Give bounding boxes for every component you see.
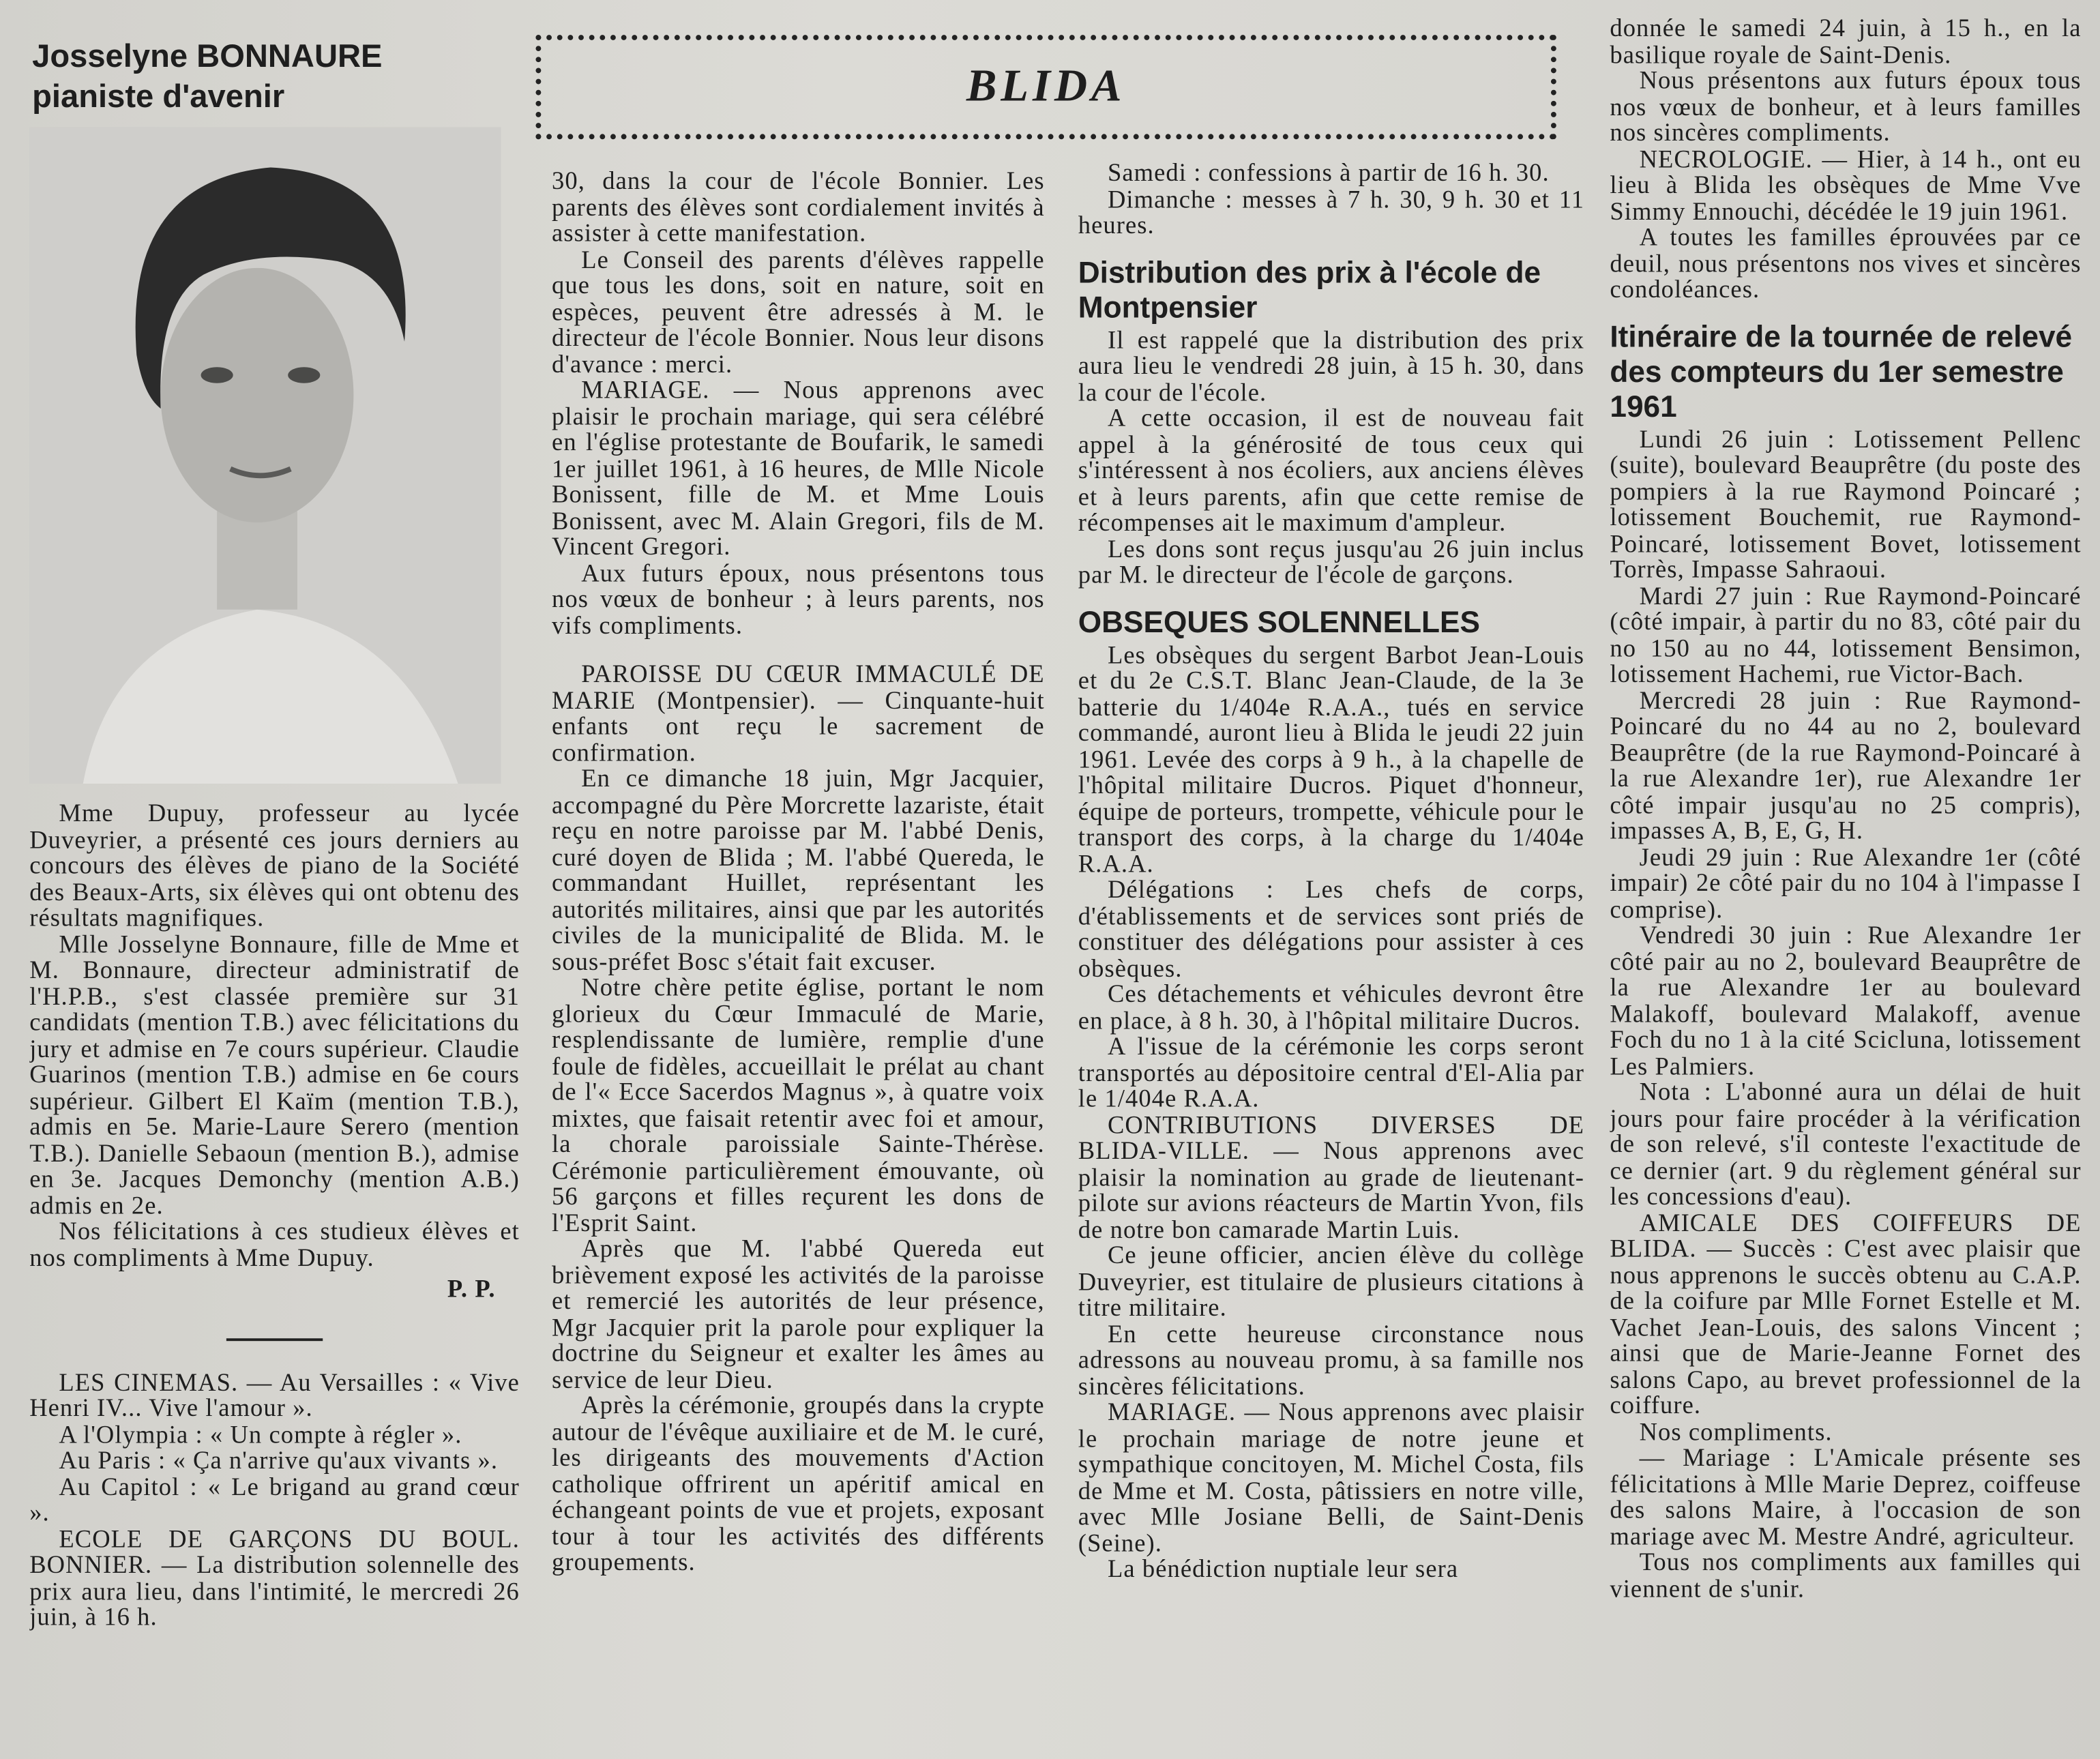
paragraph: MARIAGE. — Nous apprenons avec plaisir le prochain mariage de notre jeune et sympathique concitoyen, M. Michel Costa, fils de Mme et M. Costa, pâtissiers en notre ville, avec Mlle Josiane Belli, de Saint-Denis (Seine). <box>1078 1398 1585 1558</box>
paragraph: A l'issue de la cérémonie les corps seront transportés au dépositoire central d'El-Alia par le 1/404e R.A.A. <box>1078 1033 1585 1114</box>
paragraph: Lundi 26 juin : Lotissement Pellenc (suite), boulevard Beauprêtre (du poste des pompiers à la rue Raymond Poincaré ; lotissement Bouchemit, rue Raymond-Poincaré, lotissement Bovet, lotissement Torrès, Impasse Sahraoui. <box>1610 425 2082 585</box>
paragraph: LES CINEMAS. — Au Versailles : « Vive Henri IV... Vive l'amour ». <box>29 1368 520 1423</box>
paragraph: MARIAGE. — Nous apprenons avec plaisir le prochain mariage, qui sera célébré en l'église protestante de Boufarik, le samedi 1er juillet 1961, à 16 heures, de Mlle Nicole Bonissent, fille de M. et Mme Louis Bonissent, avec M. Alain Gregori, fils de M. Vincent Gregori. <box>552 376 1045 561</box>
paragraph: Samedi : confessions à partir de 16 h. 30. <box>1107 160 1550 188</box>
headline-subtitle: pianiste d'avenir <box>32 78 285 115</box>
section-banner <box>535 35 1556 139</box>
paragraph: A toutes les familles éprouvées par ce deuil, nous présentons nos vives et sincères condoléances. <box>1610 224 2082 304</box>
paragraph: Le Conseil des parents d'élèves rappelle que tous les dons, soit en nature, soit en espèces, peuvent être adressés à M. le directeur de l'école Bonnier. Nous leur disons d'avance : merci. <box>552 246 1045 379</box>
paragraph: Nos compliments. <box>1639 1418 1833 1447</box>
paragraph: Jeudi 29 juin : Rue Alexandre 1er (côté impair) 2e côté pair du no 104 à l'impasse I comprise). <box>1610 843 2082 924</box>
paragraph: Tous nos compliments aux familles qui viennent de s'unir. <box>1610 1548 2082 1603</box>
paragraph: Délégations : Les chefs de corps, d'établissements et de services sont priés de constituer des délégations pour assister à ces obsèques. <box>1078 876 1585 983</box>
paragraph: CONTRIBUTIONS DIVERSES DE BLIDA-VILLE. — Nous apprenons avec plaisir la nomination au grade de lieutenant-pilote sur avions réacteurs de Martin Yvon, fils de notre bon camarade Martin Luis. <box>1078 1111 1585 1244</box>
portrait-image <box>29 128 501 784</box>
paragraph: Mlle Josselyne Bonnaure, fille de Mme et M. Bonnaure, directeur administratif de l'H.P.B., s'est classée première sur 31 candidats (mention T.B.) avec félicitations du jury et admise en 7e cours supérieur. Claudie Guarinos (mention T.B.) admise en 6e cours supérieur. Gilbert El Kaïm (mention T.B.), admis en 5e. Marie-Laure Serero (mention T.B.). Danielle Sebaoun (mention B.), admise en 3e. Jacques Demonchy (mention A.B.) admis en 2e. <box>29 930 520 1220</box>
paragraph: A cette occasion, il est de nouveau fait appel à la générosité de tous ceux qui s'intéressent à nos écoliers, aux anciens élèves et à leurs parents, afin que cette remise de récompenses ait le maximum d'ampleur. <box>1078 404 1585 537</box>
paragraph: Nous présentons aux futurs époux tous nos vœux de bonheur, et à leurs familles nos sincères compliments. <box>1610 67 2082 148</box>
paragraph: La bénédiction nuptiale leur sera <box>1107 1555 1459 1584</box>
column-4 <box>1610 16 2081 1731</box>
column-2 <box>552 168 1045 1689</box>
paragraph: Notre chère petite église, portant le nom glorieux du Cœur Immaculé de Marie, resplendissante de lumière, remplie d'une foule de fidèles, accueillait le prélat au chant de l'« Ecce Sacerdos Magnus », à quatre voix mixtes, que faisait retentir avec foi et amour, la chorale paroissiale Sainte-Thérèse. Cérémonie particulièrement émouvante, où 56 garçons et filles reçurent les dons de l'Esprit Saint. <box>552 973 1045 1237</box>
paragraph: 30, dans la cour de l'école Bonnier. Les parents des élèves sont cordialement invités à assister à cette manifestation. <box>552 168 1045 248</box>
paragraph: En ce dimanche 18 juin, Mgr Jacquier, accompagné du Père Morcrette lazariste, était reçu en notre paroisse par M. l'abbé Denis, curé doyen de Blida ; M. l'abbé Quereda, le commandant Huillet, représentant les autorités militaires, ainsi que par les autorités civiles de la municipalité de Blida. M. le sous-préfet Bosc s'était fait excuser. <box>552 765 1045 976</box>
paragraph: Mercredi 28 juin : Rue Raymond-Poincaré du no 44 au no 2, boulevard Beauprêtre (de la rue Raymond-Poincaré à la rue Alexandre 1er), rue Alexandre 1er côté impair jusqu'au no 25 compris), impasses A, B, E, G, H. <box>1610 686 2082 846</box>
headline-name: Josselyne BONNAURE <box>32 38 383 75</box>
article-heading: Distribution des prix à l'école de Montpensier <box>1078 255 1541 324</box>
paragraph: Au Capitol : « Le brigand au grand cœur ». <box>29 1473 520 1528</box>
paragraph: Les obsèques du sergent Barbot Jean-Louis et du 2e C.S.T. Blanc Jean-Claude, de la 3e batterie du 1/404e R.A.A., tués en service commandé, auront lieu à Blida le jeudi 22 juin 1961. Levée des corps à 9 h., à la chapelle de l'hôpital militaire Ducros. Piquet d'honneur, équipe de porteurs, trompette, véhicule pour le transport des corps, à la charge du 1/404e R.A.A. <box>1078 640 1585 878</box>
paragraph: En cette heureuse circonstance nous adressons au nouveau promu, à sa famille nos sincères félicitations. <box>1078 1320 1585 1401</box>
paragraph: ECOLE DE GARÇONS DU BOUL. BONNIER. — La distribution solennelle des prix aura lieu, dans l'intimité, le mercredi 26 juin, à 16 h. <box>29 1525 520 1632</box>
paragraph: NECROLOGIE. — Hier, à 14 h., ont eu lieu à Blida les obsèques de Mme Vve Simmy Ennouchi, décédée le 19 juin 1961. <box>1610 145 2082 226</box>
author-signature: P. P. <box>447 1275 496 1304</box>
column-1 <box>29 801 520 1699</box>
divider <box>226 1337 323 1340</box>
article-heading: OBSEQUES SOLENNELLES <box>1078 604 1481 638</box>
paragraph: Après que M. l'abbé Quereda eut brièvement exposé les activités de la paroisse et remercié les autorités de leur présence, Mgr Jacquier prit la parole pour expliquer la doctrine du Seigneur et exalter les âmes au service de leur Dieu. <box>552 1235 1045 1394</box>
paragraph: Nos félicitations à ces studieux élèves et nos compliments à Mme Dupuy. <box>29 1217 520 1273</box>
paragraph: Après la cérémonie, groupés dans la crypte autour de l'évêque auxiliaire et de M. le curé, les dirigeants des mouvements d'Action catholique offrirent un apéritif amical en échangeant points de vue et projets, exposant tour à tour les activités des différents groupements. <box>552 1391 1045 1577</box>
article-heading: Itinéraire de la tournée de relevé des compteurs du 1er semestre 1961 <box>1610 319 2073 423</box>
column-3 <box>1078 161 1584 1715</box>
paragraph: Les dons sont reçus jusqu'au 26 juin inclus par M. le directeur de l'école de garçons. <box>1078 535 1585 590</box>
paragraph: Ce jeune officier, ancien élève du collège Duveyrier, est titulaire de plusieurs citations à titre militaire. <box>1078 1241 1585 1322</box>
paragraph: Aux futurs époux, nous présentons tous nos vœux de bonheur ; à leurs parents, nos vifs compliments. <box>552 559 1045 640</box>
section-title: BLIDA <box>966 61 1126 112</box>
article-headline <box>32 38 382 118</box>
paragraph: Mme Dupuy, professeur au lycée Duveyrier, a présenté ces jours derniers au concours des élèves de piano de la Société des Beaux-Arts, six élèves qui ont obtenu des résultats magnifiques. <box>29 801 520 933</box>
paragraph: Vendredi 30 juin : Rue Alexandre 1er côté pair au no 2, boulevard Beauprêtre de la rue Alexandre 1er au boulevard Malakoff, boulevard Malakoff, avenue Foch du no 1 à la cité Scicluna, lotissement Les Palmiers. <box>1610 921 2082 1081</box>
paragraph: — Mariage : L'Amicale présente ses félicitations à Mlle Marie Deprez, coiffeuse des salons Maire, à l'occasion de son mariage avec M. Mestre André, agriculteur. <box>1610 1444 2082 1551</box>
portrait-photo <box>29 128 501 784</box>
paragraph: donnée le samedi 24 juin, à 15 h., en la basilique royale de Saint-Denis. <box>1610 16 2082 70</box>
paragraph: Au Paris : « Ça n'arrive qu'aux vivants ». <box>59 1447 499 1475</box>
paragraph: Ces détachements et véhicules devront être en place, à 8 h. 30, à l'hôpital militaire Ducros. <box>1078 980 1585 1035</box>
paragraph: Nota : L'abonné aura un délai de huit jours pour faire procéder à la vérification de son relevé, s'il conteste l'exactitude de ce dernier (art. 9 du règlement général sur les concessions d'eau). <box>1610 1078 2082 1211</box>
paragraph: PAROISSE DU CŒUR IMMACULÉ DE MARIE (Montpensier). — Cinquante-huit enfants ont reçu le sacrement de confirmation. <box>552 660 1045 767</box>
paragraph: Mardi 27 juin : Rue Raymond-Poincaré (côté impair, à partir du no 83, côté pair du no 150 au no 44, lotissement Bensimon, lotissement Hachemi, rue Victor-Bach. <box>1610 582 2082 689</box>
paragraph: A l'Olympia : « Un compte à régler ». <box>59 1421 462 1449</box>
paragraph: AMICALE DES COIFFEURS DE BLIDA. — Succès : C'est avec plaisir que nous apprenons le succès obtenu au C.A.P. de la coifure par Mlle Fornet Estelle et M. Vachet Jean-Louis, des salons Vincent ; ainsi que de Marie-Jeanne Fornet des salons Capo, au brevet professionnel de la coiffure. <box>1610 1209 2082 1421</box>
paragraph: Il est rappelé que la distribution des prix aura lieu le vendredi 28 juin, à 15 h. 30, dans la cour de l'école. <box>1078 326 1585 407</box>
paragraph: Dimanche : messes à 7 h. 30, 9 h. 30 et 11 heures. <box>1078 186 1585 240</box>
